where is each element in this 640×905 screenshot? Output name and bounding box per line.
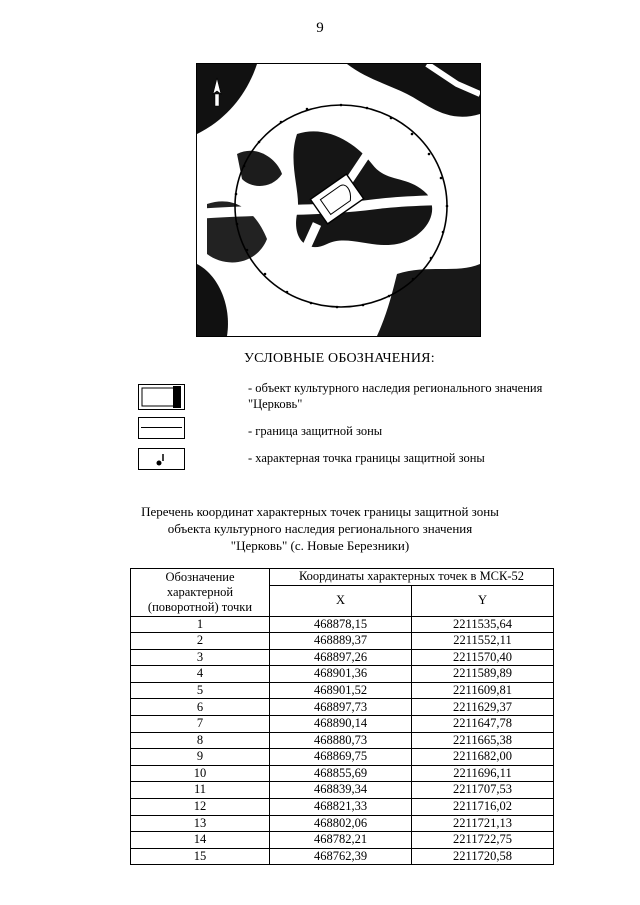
cell-x: 468821,33 [270, 799, 412, 816]
table-row [131, 832, 554, 849]
cell-point: 12 [131, 799, 270, 816]
table-row [131, 649, 554, 666]
table-row [131, 666, 554, 683]
cell-y: 2211721,13 [412, 815, 554, 832]
cell-x: 468901,52 [270, 682, 412, 699]
cell-point: 1 [131, 616, 270, 633]
table-row [131, 616, 554, 633]
cell-point: 15 [131, 848, 270, 865]
cell-point: 13 [131, 815, 270, 832]
cell-point: 11 [131, 782, 270, 799]
coordinates-table [130, 568, 554, 865]
cell-y: 2211720,58 [412, 848, 554, 865]
cell-y: 2211552,11 [412, 633, 554, 650]
header-coordinates: Координаты характерных точек в МСК-52 [270, 569, 554, 586]
cell-x: 468890,14 [270, 716, 412, 733]
cell-x: 468880,73 [270, 732, 412, 749]
cell-point: 5 [131, 682, 270, 699]
coordinates-table-body [131, 616, 554, 865]
cell-x: 468869,75 [270, 749, 412, 766]
cell-x: 468855,69 [270, 765, 412, 782]
cell-point: 4 [131, 666, 270, 683]
cell-point: 3 [131, 649, 270, 666]
table-row [131, 633, 554, 650]
cell-y: 2211682,00 [412, 749, 554, 766]
table-row [131, 848, 554, 865]
cell-x: 468897,26 [270, 649, 412, 666]
table-row [131, 765, 554, 782]
cell-y: 2211535,64 [412, 616, 554, 633]
legend-symbol-heritage-object [138, 384, 185, 410]
cell-x: 468897,73 [270, 699, 412, 716]
cell-point: 14 [131, 832, 270, 849]
caption-line-2: объекта культурного наследия регионального значения [167, 521, 473, 536]
header-designation: Обозначение характерной (поворотной) точки [131, 569, 270, 617]
cell-y: 2211647,78 [412, 716, 554, 733]
table-row [131, 699, 554, 716]
cell-x: 468878,15 [270, 616, 412, 633]
cell-x: 468889,37 [270, 633, 412, 650]
cell-y: 2211707,53 [412, 782, 554, 799]
table-row [131, 799, 554, 816]
table-row [131, 682, 554, 699]
cell-x: 468901,36 [270, 666, 412, 683]
caption-line-1: Перечень координат характерных точек границы защитной зоны [141, 504, 499, 519]
table-row [131, 782, 554, 799]
cell-y: 2211629,37 [412, 699, 554, 716]
cell-y: 2211716,02 [412, 799, 554, 816]
cell-y: 2211570,40 [412, 649, 554, 666]
cell-point: 2 [131, 633, 270, 650]
map-drawing [197, 64, 480, 336]
cell-x: 468782,21 [270, 832, 412, 849]
table-row [131, 815, 554, 832]
legend-text-zone-boundary: - граница защитной зоны [248, 424, 383, 438]
cell-point: 7 [131, 716, 270, 733]
table-caption [120, 503, 520, 554]
cell-y: 2211589,89 [412, 666, 554, 683]
cell-point: 10 [131, 765, 270, 782]
cell-x: 468839,34 [270, 782, 412, 799]
table-row [131, 749, 554, 766]
cell-point: 9 [131, 749, 270, 766]
cell-point: 8 [131, 732, 270, 749]
caption-line-3: "Церковь" (с. Новые Березники) [230, 538, 410, 553]
header-x: X [270, 585, 412, 616]
legend-text-heritage-object: - объект культурного наследия регионального значения "Церковь" [248, 381, 543, 411]
table-row [131, 732, 554, 749]
cell-x: 468762,39 [270, 848, 412, 865]
cell-y: 2211696,11 [412, 765, 554, 782]
cell-y: 2211665,38 [412, 732, 554, 749]
cell-y: 2211609,81 [412, 682, 554, 699]
legend-symbol-characteristic-point [138, 448, 185, 470]
page-number: 9 [316, 20, 324, 36]
legend-text-characteristic-point: - характерная точка границы защитной зоны [248, 451, 485, 465]
legend-title: УСЛОВНЫЕ ОБОЗНАЧЕНИЯ: [244, 351, 435, 366]
cell-y: 2211722,75 [412, 832, 554, 849]
table-row [131, 716, 554, 733]
protective-zone-map [196, 63, 481, 337]
header-y: Y [412, 585, 554, 616]
legend-symbol-zone-boundary [138, 417, 185, 439]
cell-x: 468802,06 [270, 815, 412, 832]
cell-point: 6 [131, 699, 270, 716]
